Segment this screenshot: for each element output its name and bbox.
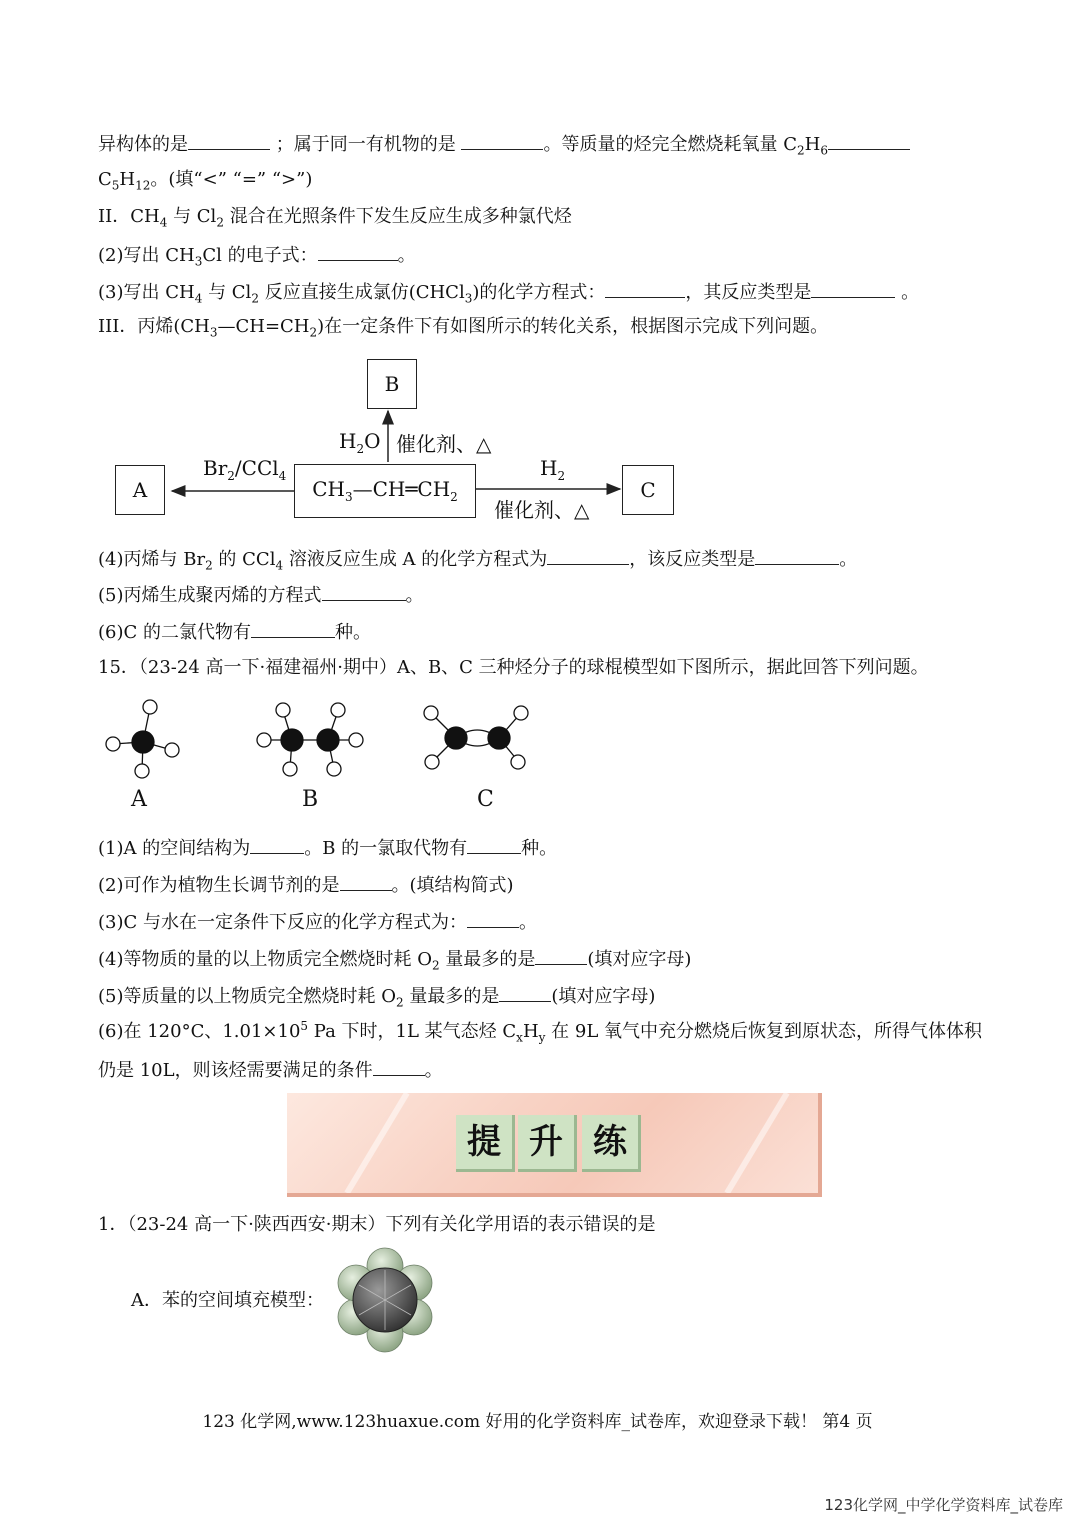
site-watermark: 123化学网_中学化学资料库_试卷库: [824, 1496, 1063, 1514]
page-footer: 123 化学网,www.123huaxue.com 好用的化学资料库_试卷库，欢迎登录下载！ 第4 页: [202, 1412, 873, 1432]
catalyst-label-right: 催化剂、△: [494, 498, 590, 522]
sub-question-1: (1)A 的空间结构为 。B 的一氯取代物有 种。: [98, 835, 557, 861]
banner-char-3: 练: [582, 1115, 641, 1172]
section-iii-heading: III．丙烯$(CH_3—CH=CH_2)$在一定条件下有如图所示的转化关系，根据图示完成下列问题。: [98, 316, 829, 340]
banner-char-1: 提: [456, 1115, 515, 1172]
sub-question-2: (2)可作为植物生长调节剂的是 。(填结构简式): [98, 872, 514, 898]
propene-box: $CH_3—CH═CH_2$: [294, 464, 476, 518]
option-a: A．苯的空间填充模型：: [131, 1290, 324, 1311]
question-6: (6)C 的二氯代物有 种。: [98, 619, 371, 645]
model-label-b: B: [302, 787, 319, 812]
question-2: (2)写出 $CH_3Cl$ 的电子式： 。: [98, 242, 416, 268]
sub-question-6: (6)在 120°C、$1.01\times 10^5$ Pa 下时，1L 某气态烃 $C_xH_y$ 在 9L 氧气中充分燃烧后恢复到原状态，所得气体体积: [98, 1019, 983, 1045]
sub-question-3: (3)C 与水在一定条件下反应的化学方程式为： 。: [98, 909, 537, 935]
box-c: C: [622, 465, 674, 515]
model-label-c: C: [477, 787, 494, 812]
question-4: (4)丙烯与 $Br_2$ 的 CCl$_4$ 溶液反应生成 A 的化学方程式为 ，该反应类型是 。: [98, 546, 857, 572]
bromine-label: $Br_2/CCl_4$: [203, 456, 287, 483]
question-3: (3)写出 $CH_4$ 与 $Cl_2$ 反应直接生成氯仿(CHCl$_3$)的化学方程式： ，其反应类型是 。: [98, 279, 919, 305]
model-label-a: A: [131, 787, 147, 812]
problem-15: 15．（23-24 高一下·福建福州·期中）A、B、C 三种烃分子的球棍模型如下图所示，据此回答下列问题。: [98, 657, 929, 678]
text-line-2: $C_5H_{12}$。(填“<” “=” “>”): [98, 169, 313, 193]
sub-question-4: (4)等物质的量的以上物质完全燃烧时耗 $O_2$ 量最多的是 (填对应字母): [98, 946, 691, 972]
sub-question-6-cont: 仍是 10L，则该烃需要满足的条件 。: [98, 1057, 443, 1083]
text-line-1: 异构体的是 ；属于同一有机物的是 。等质量的烃完全燃烧耗氧量 $C_2H_6$: [98, 131, 910, 157]
practice-problem-1: 1．（23-24 高一下·陕西西安·期末）下列有关化学用语的表示错误的是: [98, 1214, 656, 1235]
box-a: A: [115, 465, 165, 515]
hydrogen-label: $H_2$: [540, 456, 566, 483]
sub-question-5: (5)等质量的以上物质完全燃烧时耗 $O_2$ 量最多的是 (填对应字母): [98, 983, 655, 1009]
water-label: $H_2O$: [339, 429, 381, 456]
catalyst-label-up: 催化剂、△: [396, 432, 492, 456]
section-ii-heading: II．$CH_4$ 与 $Cl_2$ 混合在光照条件下发生反应生成多种氯代烃: [98, 206, 572, 230]
box-b: B: [367, 359, 417, 409]
question-5: (5)丙烯生成聚丙烯的方程式 。: [98, 582, 424, 608]
banner-char-2: 升: [518, 1115, 577, 1172]
